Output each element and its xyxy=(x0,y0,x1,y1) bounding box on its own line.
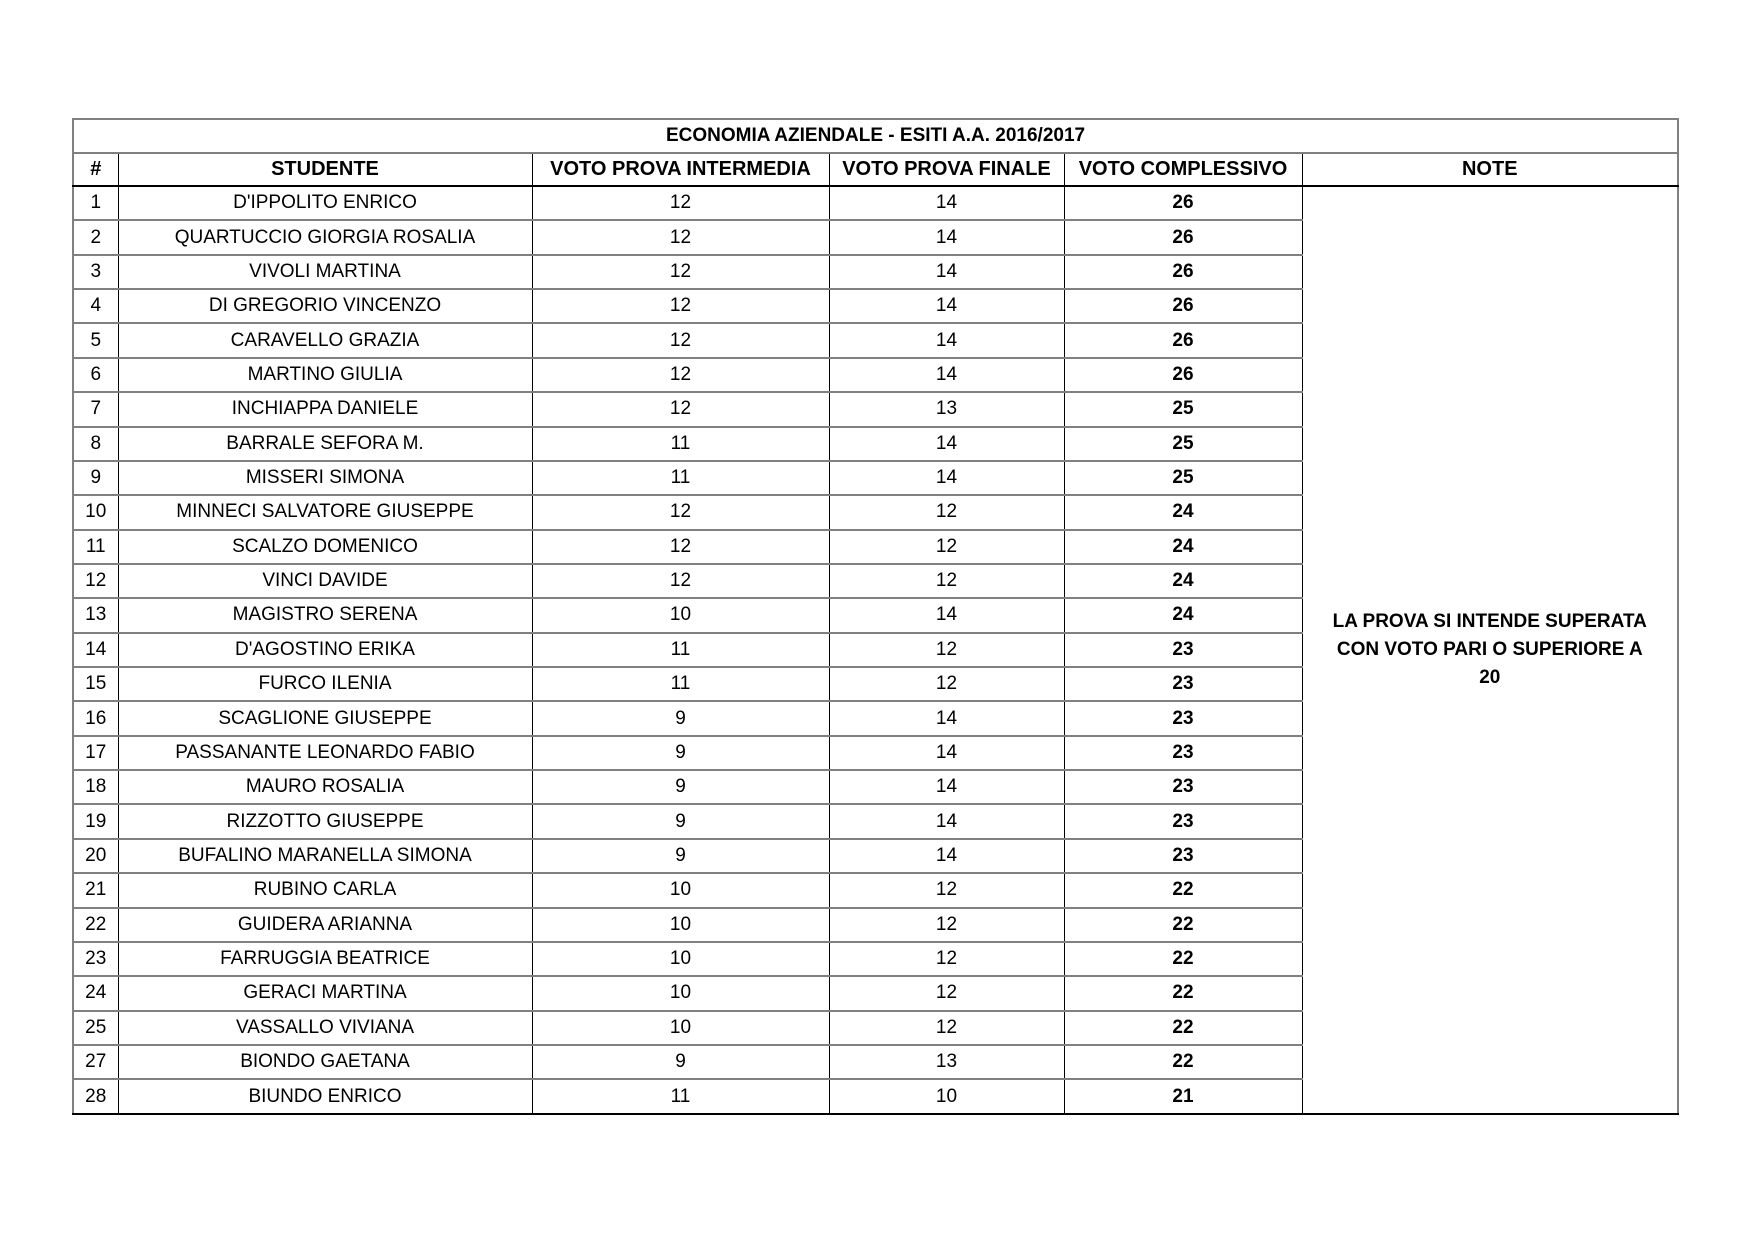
cell-num: 17 xyxy=(73,736,118,770)
cell-intermedia: 10 xyxy=(532,873,829,907)
cell-intermedia: 11 xyxy=(532,667,829,701)
cell-studente: VASSALLO VIVIANA xyxy=(118,1011,532,1045)
cell-num: 22 xyxy=(73,908,118,942)
cell-studente: FURCO ILENIA xyxy=(118,667,532,701)
note-cell xyxy=(1302,186,1678,1114)
cell-intermedia: 11 xyxy=(532,461,829,495)
cell-complessivo: 22 xyxy=(1064,908,1302,942)
cell-intermedia: 11 xyxy=(532,427,829,461)
cell-studente: RIZZOTTO GIUSEPPE xyxy=(118,804,532,838)
cell-complessivo: 23 xyxy=(1064,839,1302,873)
column-header-note: NOTE xyxy=(1302,153,1678,186)
cell-finale: 14 xyxy=(829,701,1064,735)
cell-studente: PASSANANTE LEONARDO FABIO xyxy=(118,736,532,770)
cell-finale: 14 xyxy=(829,770,1064,804)
cell-studente: GUIDERA ARIANNA xyxy=(118,908,532,942)
cell-finale: 14 xyxy=(829,255,1064,289)
header-row xyxy=(73,153,1678,186)
cell-intermedia: 10 xyxy=(532,976,829,1010)
cell-intermedia: 12 xyxy=(532,358,829,392)
results-table xyxy=(72,118,1679,1115)
cell-num: 1 xyxy=(73,186,118,220)
column-header-num: # xyxy=(73,153,118,186)
cell-intermedia: 9 xyxy=(532,736,829,770)
cell-studente: CARAVELLO GRAZIA xyxy=(118,323,532,357)
cell-intermedia: 12 xyxy=(532,564,829,598)
cell-complessivo: 26 xyxy=(1064,255,1302,289)
cell-finale: 14 xyxy=(829,598,1064,632)
cell-intermedia: 12 xyxy=(532,255,829,289)
cell-intermedia: 12 xyxy=(532,289,829,323)
cell-finale: 12 xyxy=(829,530,1064,564)
cell-finale: 12 xyxy=(829,564,1064,598)
cell-complessivo: 23 xyxy=(1064,804,1302,838)
cell-num: 3 xyxy=(73,255,118,289)
cell-complessivo: 22 xyxy=(1064,942,1302,976)
cell-studente: VIVOLI MARTINA xyxy=(118,255,532,289)
cell-complessivo: 26 xyxy=(1064,186,1302,220)
cell-studente: RUBINO CARLA xyxy=(118,873,532,907)
cell-num: 4 xyxy=(73,289,118,323)
cell-complessivo: 23 xyxy=(1064,667,1302,701)
cell-finale: 10 xyxy=(829,1079,1064,1114)
cell-intermedia: 11 xyxy=(532,633,829,667)
cell-studente: DI GREGORIO VINCENZO xyxy=(118,289,532,323)
cell-num: 12 xyxy=(73,564,118,598)
table-row xyxy=(73,186,1678,220)
cell-complessivo: 25 xyxy=(1064,392,1302,426)
cell-complessivo: 23 xyxy=(1064,770,1302,804)
cell-complessivo: 23 xyxy=(1064,701,1302,735)
cell-num: 14 xyxy=(73,633,118,667)
cell-intermedia: 12 xyxy=(532,220,829,254)
title-row xyxy=(73,119,1678,153)
cell-num: 2 xyxy=(73,220,118,254)
cell-finale: 14 xyxy=(829,323,1064,357)
note-line: LA PROVA SI INTENDE SUPERATA xyxy=(1332,611,1647,632)
cell-finale: 12 xyxy=(829,633,1064,667)
cell-studente: BIUNDO ENRICO xyxy=(118,1079,532,1114)
cell-intermedia: 12 xyxy=(532,323,829,357)
cell-num: 19 xyxy=(73,804,118,838)
cell-studente: D'IPPOLITO ENRICO xyxy=(118,186,532,220)
cell-studente: FARRUGGIA BEATRICE xyxy=(118,942,532,976)
cell-finale: 14 xyxy=(829,804,1064,838)
cell-studente: MISSERI SIMONA xyxy=(118,461,532,495)
cell-num: 24 xyxy=(73,976,118,1010)
cell-studente: MAURO ROSALIA xyxy=(118,770,532,804)
cell-intermedia: 9 xyxy=(532,701,829,735)
cell-complessivo: 25 xyxy=(1064,461,1302,495)
cell-studente: BUFALINO MARANELLA SIMONA xyxy=(118,839,532,873)
cell-intermedia: 12 xyxy=(532,495,829,529)
cell-intermedia: 10 xyxy=(532,908,829,942)
cell-finale: 14 xyxy=(829,427,1064,461)
cell-complessivo: 26 xyxy=(1064,289,1302,323)
cell-finale: 14 xyxy=(829,186,1064,220)
cell-finale: 12 xyxy=(829,1011,1064,1045)
cell-num: 5 xyxy=(73,323,118,357)
cell-num: 11 xyxy=(73,530,118,564)
cell-finale: 14 xyxy=(829,461,1064,495)
cell-complessivo: 22 xyxy=(1064,976,1302,1010)
cell-finale: 12 xyxy=(829,976,1064,1010)
cell-complessivo: 24 xyxy=(1064,564,1302,598)
cell-finale: 13 xyxy=(829,1045,1064,1079)
cell-complessivo: 24 xyxy=(1064,530,1302,564)
cell-intermedia: 9 xyxy=(532,770,829,804)
cell-complessivo: 22 xyxy=(1064,873,1302,907)
cell-num: 6 xyxy=(73,358,118,392)
cell-num: 16 xyxy=(73,701,118,735)
cell-complessivo: 26 xyxy=(1064,220,1302,254)
cell-studente: MARTINO GIULIA xyxy=(118,358,532,392)
cell-studente: BIONDO GAETANA xyxy=(118,1045,532,1079)
cell-complessivo: 21 xyxy=(1064,1079,1302,1114)
cell-num: 18 xyxy=(73,770,118,804)
cell-studente: GERACI MARTINA xyxy=(118,976,532,1010)
column-header-finale: VOTO PROVA FINALE xyxy=(829,153,1064,186)
cell-finale: 13 xyxy=(829,392,1064,426)
column-header-studente: STUDENTE xyxy=(118,153,532,186)
cell-num: 13 xyxy=(73,598,118,632)
cell-finale: 14 xyxy=(829,358,1064,392)
table-body xyxy=(73,186,1678,1114)
cell-intermedia: 12 xyxy=(532,392,829,426)
cell-num: 8 xyxy=(73,427,118,461)
cell-complessivo: 23 xyxy=(1064,736,1302,770)
cell-studente: D'AGOSTINO ERIKA xyxy=(118,633,532,667)
cell-intermedia: 12 xyxy=(532,530,829,564)
cell-complessivo: 22 xyxy=(1064,1045,1302,1079)
cell-finale: 14 xyxy=(829,736,1064,770)
cell-studente: INCHIAPPA DANIELE xyxy=(118,392,532,426)
cell-num: 7 xyxy=(73,392,118,426)
cell-intermedia: 12 xyxy=(532,186,829,220)
cell-finale: 12 xyxy=(829,667,1064,701)
cell-intermedia: 9 xyxy=(532,804,829,838)
cell-finale: 14 xyxy=(829,220,1064,254)
cell-studente: QUARTUCCIO GIORGIA ROSALIA xyxy=(118,220,532,254)
cell-intermedia: 11 xyxy=(532,1079,829,1114)
cell-num: 20 xyxy=(73,839,118,873)
column-header-complessivo: VOTO COMPLESSIVO xyxy=(1064,153,1302,186)
cell-finale: 12 xyxy=(829,908,1064,942)
cell-intermedia: 9 xyxy=(532,1045,829,1079)
cell-finale: 14 xyxy=(829,289,1064,323)
cell-studente: MAGISTRO SERENA xyxy=(118,598,532,632)
cell-finale: 12 xyxy=(829,495,1064,529)
cell-complessivo: 25 xyxy=(1064,427,1302,461)
cell-complessivo: 24 xyxy=(1064,495,1302,529)
cell-intermedia: 10 xyxy=(532,598,829,632)
note-line: CON VOTO PARI O SUPERIORE A xyxy=(1336,639,1643,660)
cell-finale: 14 xyxy=(829,839,1064,873)
cell-intermedia: 9 xyxy=(532,839,829,873)
cell-complessivo: 22 xyxy=(1064,1011,1302,1045)
cell-num: 28 xyxy=(73,1079,118,1114)
cell-finale: 12 xyxy=(829,873,1064,907)
cell-num: 25 xyxy=(73,1011,118,1045)
cell-complessivo: 23 xyxy=(1064,633,1302,667)
cell-num: 9 xyxy=(73,461,118,495)
cell-studente: SCAGLIONE GIUSEPPE xyxy=(118,701,532,735)
cell-complessivo: 26 xyxy=(1064,323,1302,357)
cell-complessivo: 26 xyxy=(1064,358,1302,392)
cell-finale: 12 xyxy=(829,942,1064,976)
cell-complessivo: 24 xyxy=(1064,598,1302,632)
cell-studente: BARRALE SEFORA M. xyxy=(118,427,532,461)
cell-intermedia: 10 xyxy=(532,942,829,976)
cell-num: 27 xyxy=(73,1045,118,1079)
note-line: 20 xyxy=(1479,667,1501,688)
cell-studente: VINCI DAVIDE xyxy=(118,564,532,598)
cell-studente: SCALZO DOMENICO xyxy=(118,530,532,564)
cell-num: 10 xyxy=(73,495,118,529)
column-header-intermedia: VOTO PROVA INTERMEDIA xyxy=(532,153,829,186)
cell-intermedia: 10 xyxy=(532,1011,829,1045)
cell-num: 23 xyxy=(73,942,118,976)
cell-studente: MINNECI SALVATORE GIUSEPPE xyxy=(118,495,532,529)
cell-num: 15 xyxy=(73,667,118,701)
cell-num: 21 xyxy=(73,873,118,907)
page-title: ECONOMIA AZIENDALE - ESITI A.A. 2016/2017 xyxy=(73,119,1678,153)
